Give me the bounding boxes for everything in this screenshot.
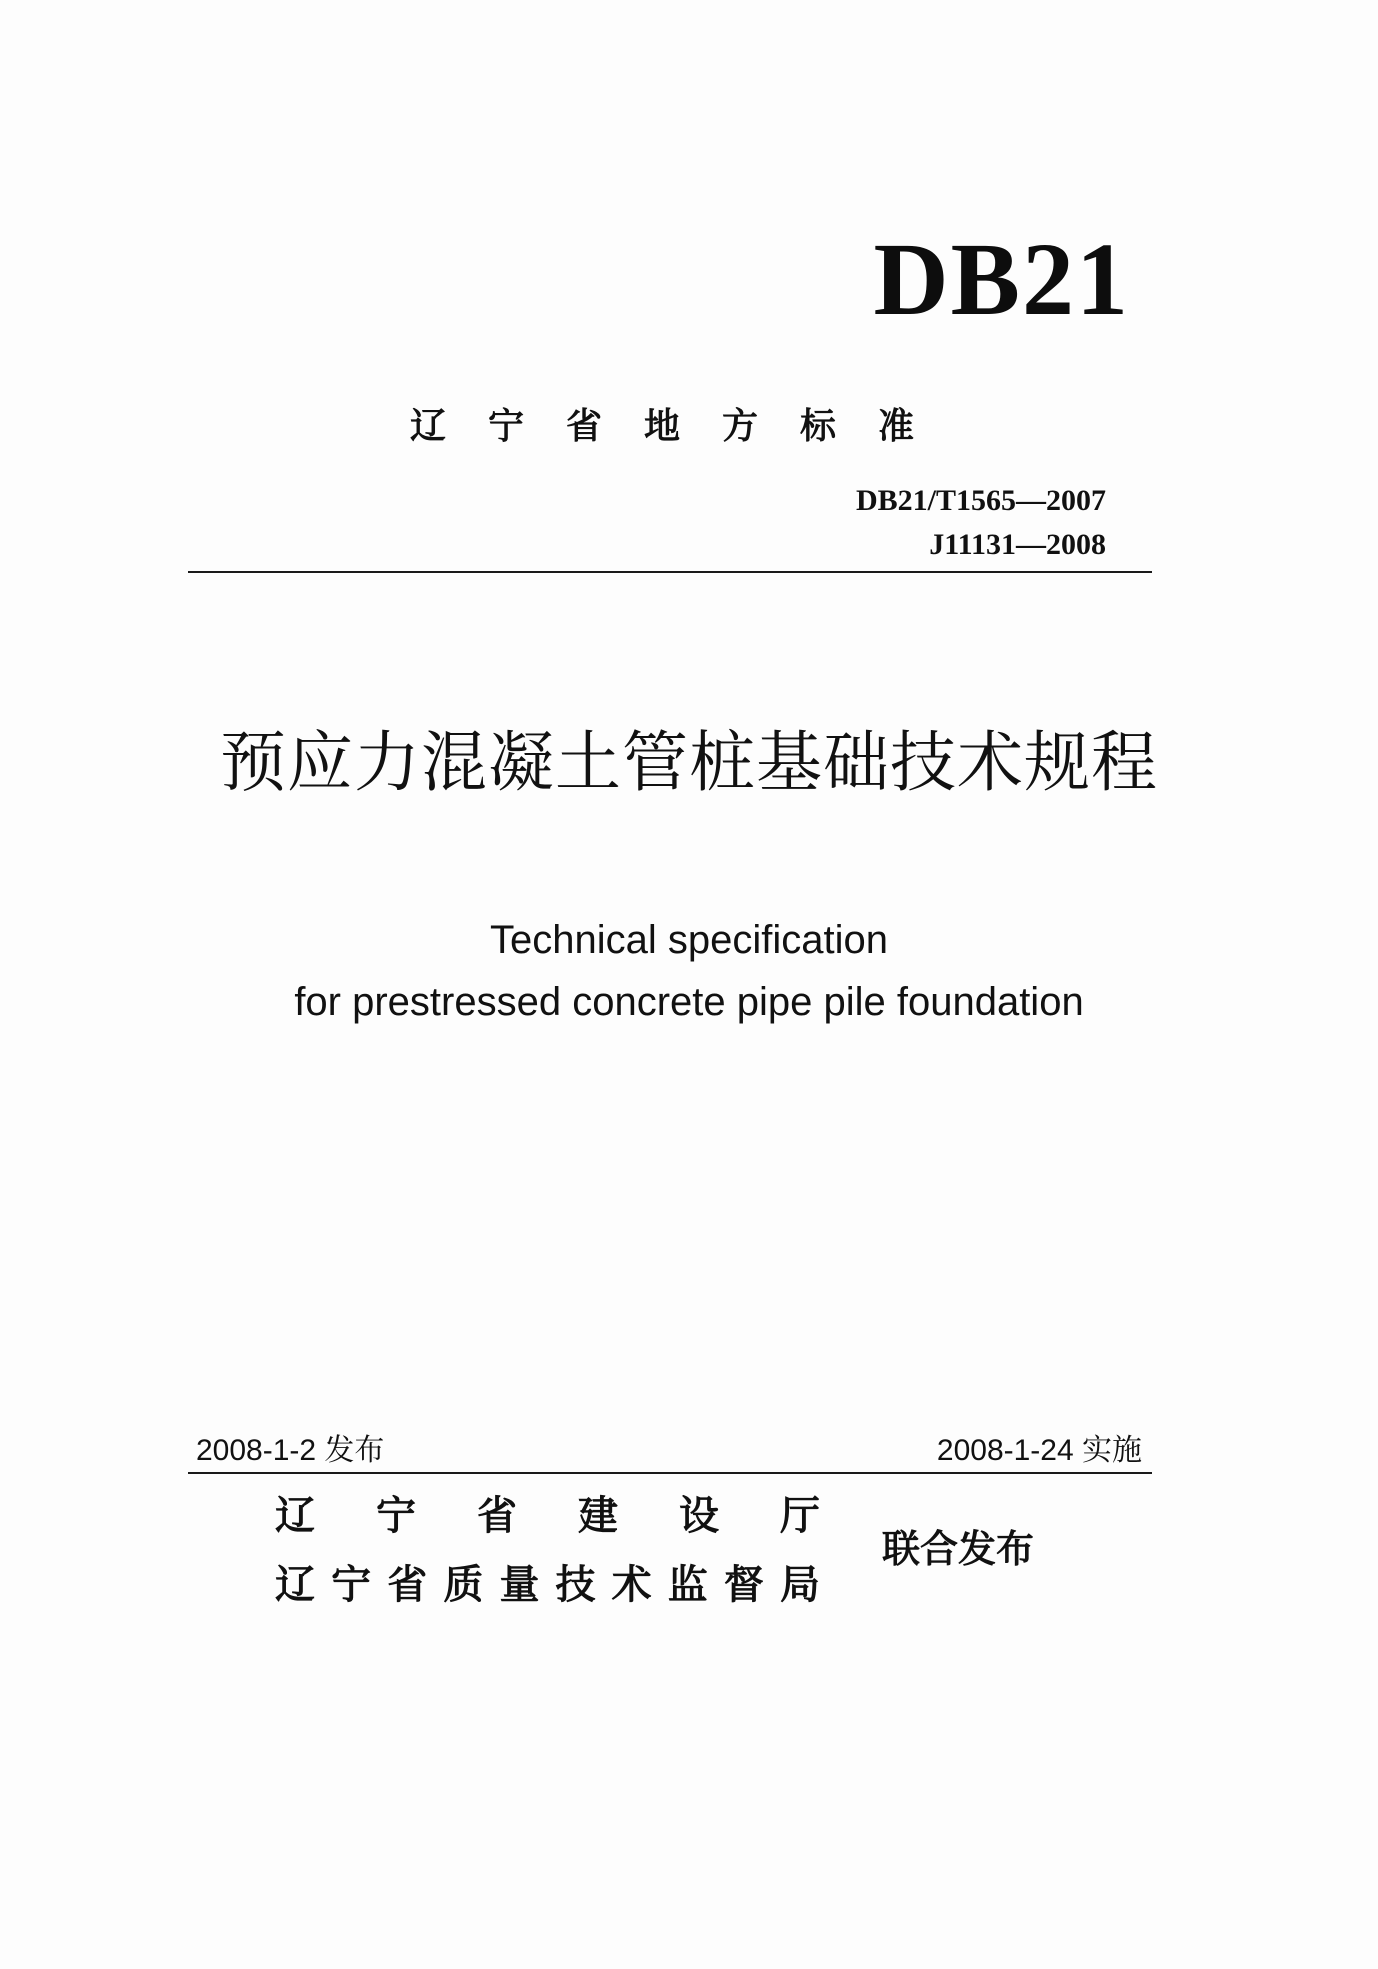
joint-release-label: 联合发布 [882, 1527, 1035, 1571]
standard-type-label: 辽宁省地方标准 [410, 406, 957, 447]
header-divider [188, 571, 1152, 573]
issuer-construction-dept: 辽宁省建设厅 [275, 1493, 820, 1539]
issuer-quality-bureau: 辽宁省质量技术监督局 [275, 1562, 820, 1608]
footer-divider [188, 1472, 1152, 1474]
record-number: J11131—2008 [929, 528, 1106, 561]
issue-date: 2008-1-2 发布 [196, 1434, 385, 1467]
title-english-line1: Technical specification [490, 918, 888, 962]
title-chinese: 预应力混凝土管桩基础技术规程 [220, 724, 1158, 801]
standard-logo: DB21 [873, 222, 1130, 337]
standard-number: DB21/T1565—2007 [855, 484, 1106, 517]
title-english-line2: for prestressed concrete pipe pile foundation [294, 980, 1084, 1024]
implementation-date: 2008-1-24 实施 [936, 1434, 1142, 1467]
